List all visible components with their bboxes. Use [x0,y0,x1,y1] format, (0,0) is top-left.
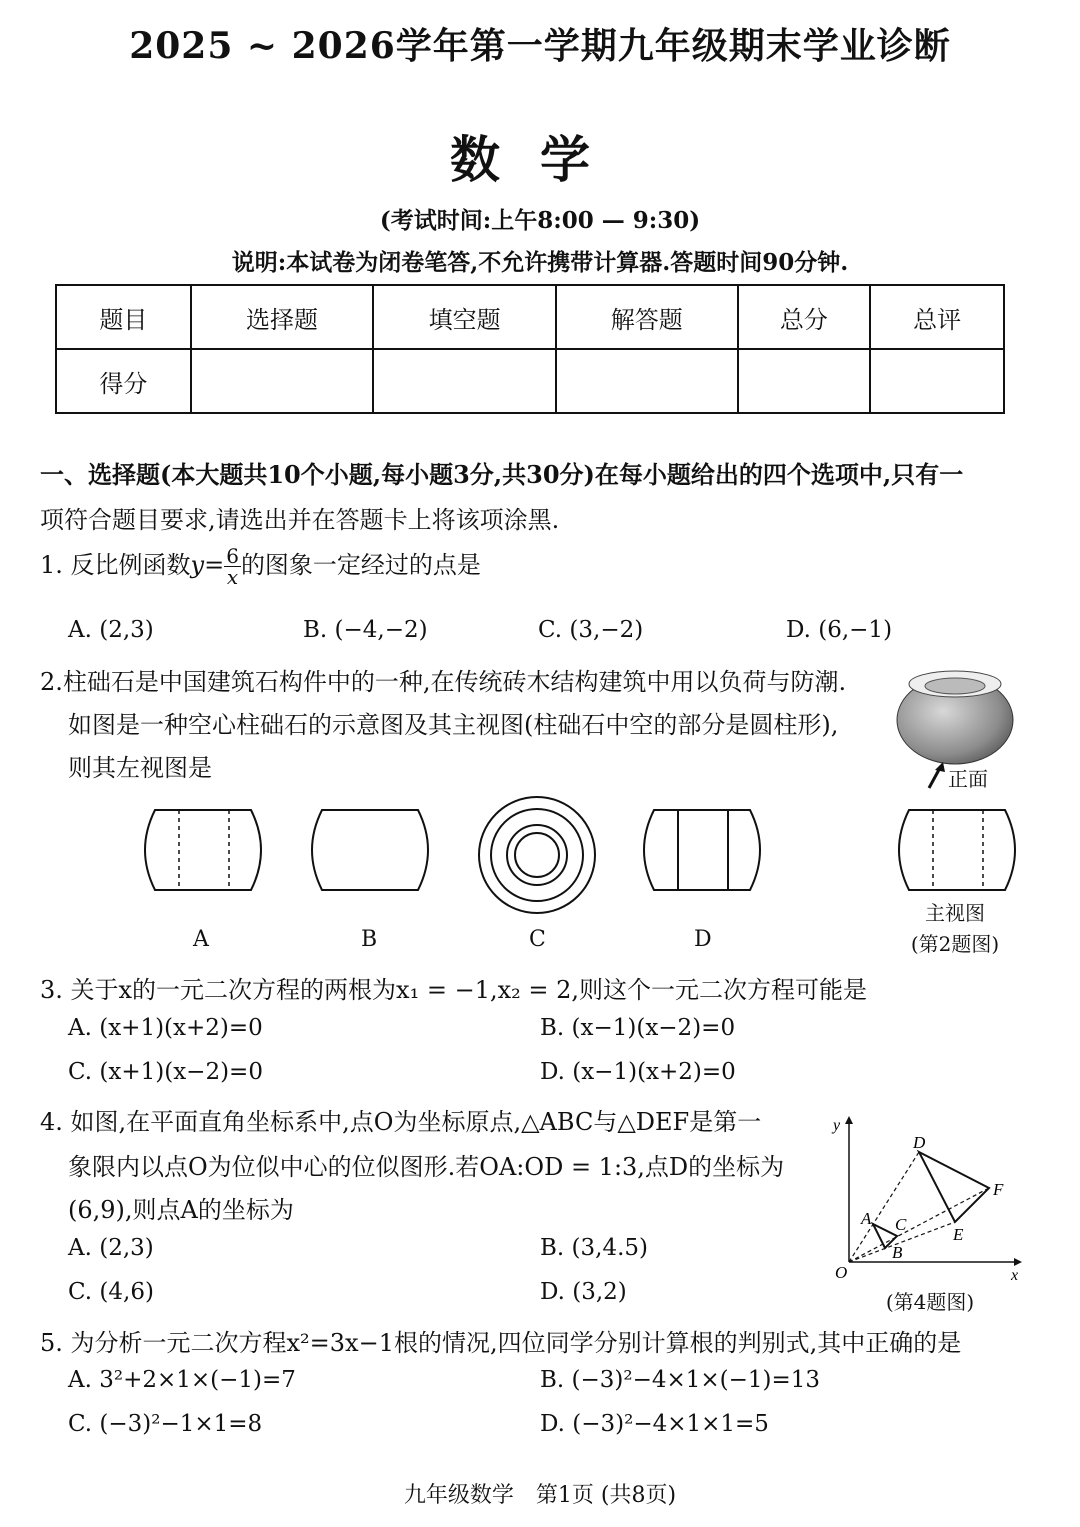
exam-note: 说明:本试卷为闭卷笔答,不允许携带计算器.答题时间90分钟. [231,249,849,276]
q1-stem [40,545,481,587]
q1-yeq: y= [190,551,225,579]
q4-coordinate-figure [825,1110,1025,1285]
q2-main-view-label: 主视图 [925,901,985,925]
q3-stem: 3. 关于x的一元二次方程的两根为x₁ = −1,x₂ = 2,则这个一元二次方程可能是 [40,976,868,1004]
y-axis-label: y [833,1117,841,1134]
q1-frac-den: x [226,565,239,589]
section1-line1: 一、选择题(本大题共10个小题,每小题3分,共30分)在每小题给出的四个选项中,只有一 [40,460,964,489]
score-blank[interactable] [191,349,374,413]
q1-option-a[interactable]: A. (2,3) [68,617,154,643]
point-d-label: D [913,1133,926,1152]
point-e-label: E [953,1225,964,1244]
q5-option-d[interactable]: D. (−3)²−4×1×1=5 [540,1411,769,1437]
score-blank[interactable] [738,349,871,413]
q2-label-d: D [694,927,712,952]
q4-option-a[interactable]: A. (2,3) [68,1235,154,1261]
point-c-label: C [895,1215,907,1234]
triangle-def [919,1152,989,1222]
subject-title: 数学 [450,130,630,189]
q4-line1: 4. 如图,在平面直角坐标系中,点O为坐标原点,△ABC与△DEF是第一 [40,1108,762,1136]
score-cell-fill: 填空题 [373,285,556,349]
origin-label: O [835,1263,848,1282]
q4-fig-caption: (第4题图) [885,1290,975,1314]
q1-fraction [224,546,241,587]
q1-frac-num: 6 [226,544,239,568]
exam-time: (考试时间:上午8:00 — 9:30) [379,207,701,234]
point-a-label: A [861,1209,872,1228]
q2-line3: 则其左视图是 [68,754,212,782]
stone-illustration [895,660,1020,770]
score-cell-label: 得分 [56,349,191,413]
q3-option-a[interactable]: A. (x+1)(x+2)=0 [68,1015,263,1041]
score-table-header-row [56,285,1004,349]
q2-line2: 如图是一种空心柱础石的示意图及其主视图(柱础石中空的部分是圆柱形), [68,711,839,739]
score-cell-answer: 解答题 [556,285,738,349]
score-blank[interactable] [373,349,556,413]
q5-option-b[interactable]: B. (−3)²−4×1×(−1)=13 [540,1367,821,1393]
q2-label-a: A [193,927,209,952]
q1-suffix: 的图象一定经过的点是 [240,551,481,579]
q5-stem: 5. 为分析一元二次方程x²=3x−1根的情况,四位同学分别计算根的判别式,其中正确的是 [40,1329,962,1357]
q3-option-b[interactable]: B. (x−1)(x−2)=0 [540,1015,736,1041]
q1-option-d[interactable]: D. (6,−1) [786,617,893,643]
front-arrow-icon [925,760,947,792]
q1-option-c[interactable]: C. (3,−2) [538,617,644,643]
q4-line2: 象限内以点O为位似中心的位似图形.若OA:OD = 1:3,点D的坐标为 [68,1153,785,1181]
score-blank[interactable] [556,349,738,413]
q2-fig-caption: (第2题图) [910,932,1000,956]
q2-label-c: C [529,927,546,952]
q4-line3: (6,9),则点A的坐标为 [68,1196,294,1224]
q2-figure-c[interactable] [477,795,597,915]
q2-figure-a[interactable] [143,808,263,893]
q1-prefix: 1. 反比例函数 [40,551,191,579]
q1-option-b[interactable]: B. (−4,−2) [303,617,428,643]
score-cell-total: 总分 [738,285,871,349]
q2-figure-d[interactable] [642,808,762,893]
score-table [55,284,1005,414]
section1-line2: 项符合题目要求,请选出并在答题卡上将该项涂黑. [40,506,560,534]
q4-option-c[interactable]: C. (4,6) [68,1279,154,1305]
q3-option-c[interactable]: C. (x+1)(x−2)=0 [68,1059,263,1085]
score-cell-topic: 题目 [56,285,191,349]
point-b-label: B [892,1243,903,1262]
page-footer: 九年级数学 第1页 (共8页) [403,1483,677,1508]
q4-option-b[interactable]: B. (3,4.5) [540,1235,648,1261]
exam-title: 2025 ~ 2026学年第一学期九年级期末学业诊断 [129,25,951,67]
x-axis-label: x [1011,1267,1019,1284]
q5-option-a[interactable]: A. 3²+2×1×(−1)=7 [68,1367,296,1393]
score-cell-comment: 总评 [870,285,1004,349]
score-cell-choice: 选择题 [191,285,374,349]
q5-option-c[interactable]: C. (−3)²−1×1=8 [68,1411,263,1437]
q2-figure-b[interactable] [310,808,430,893]
q2-line1: 2.柱础石是中国建筑石构件中的一种,在传统砖木结构建筑中用以负荷与防潮. [40,668,847,696]
score-blank[interactable] [870,349,1004,413]
q3-option-d[interactable]: D. (x−1)(x+2)=0 [540,1059,736,1085]
q2-main-view [897,808,1017,893]
front-label: 正面 [948,767,988,791]
point-f-label: F [993,1180,1004,1199]
score-table-score-row [56,349,1004,413]
q4-option-d[interactable]: D. (3,2) [540,1279,627,1305]
q2-label-b: B [361,927,378,952]
